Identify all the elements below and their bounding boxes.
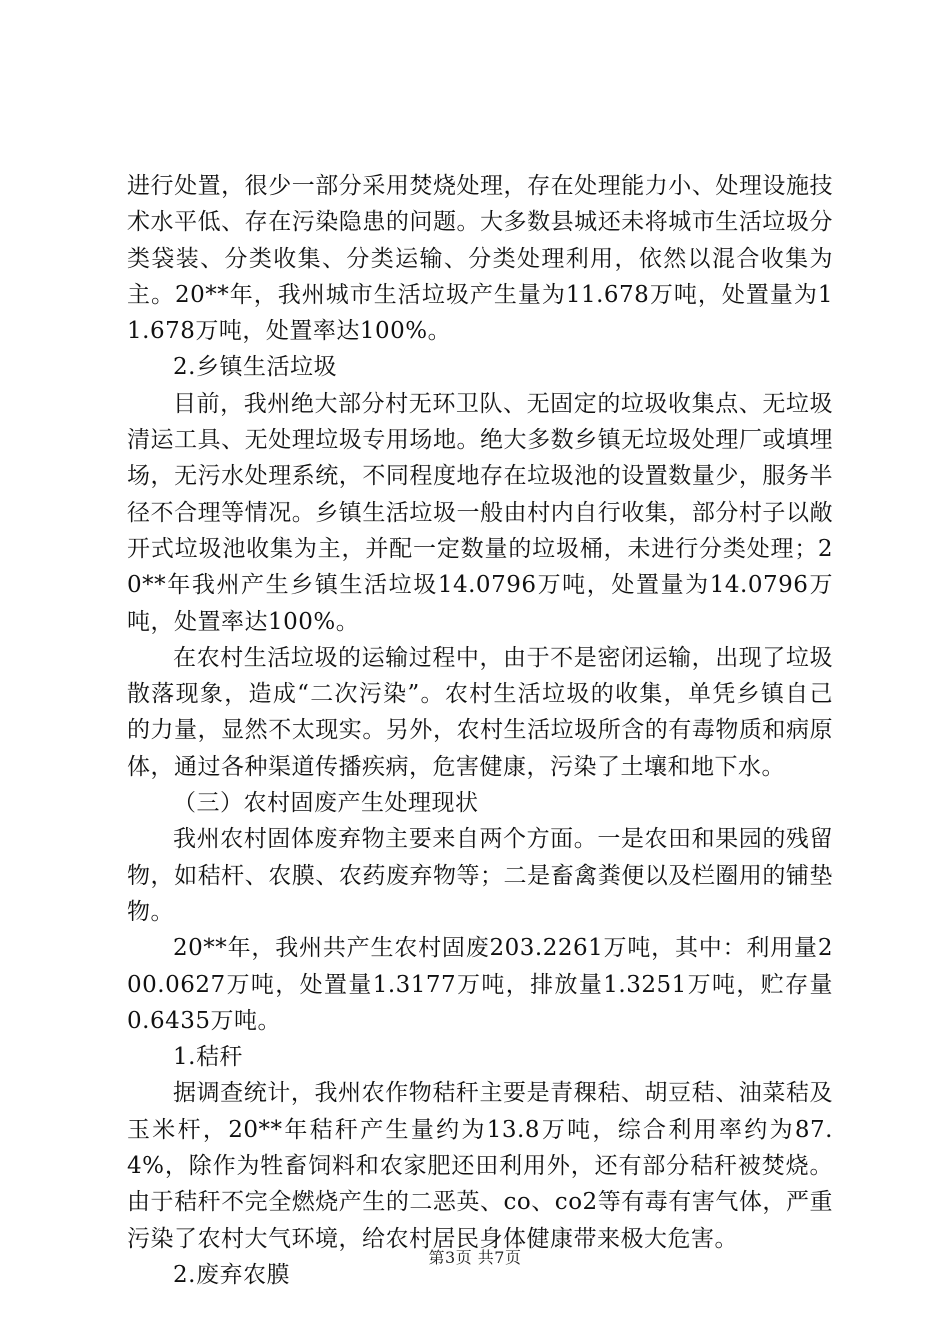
- paragraph-solid-waste-sources: 我州农村固体废弃物主要来自两个方面。一是农田和果园的残留物，如秸杆、农膜、农药废弃物等；二是畜禽粪便以及栏圈用的铺垫物。: [127, 826, 833, 925]
- heading-rural-solid-waste: （三）农村固废产生处理现状: [173, 790, 479, 817]
- paragraph-urban-waste-continued: 进行处置，很少一部分采用焚烧处理，存在处理能力小、处理设施技术水平低、存在污染隐患的问题。大多数县城还未将城市生活垃圾分类袋装、分类收集、分类运输、分类处理利用，依然以混合收集为主。20**年，我州城市生活垃圾产生量为11.678万吨，处置量为11.678万吨，处置率达100%。: [127, 173, 833, 345]
- page-number-footer: 第3页 共7页: [428, 1248, 522, 1267]
- heading-township-waste: 2.乡镇生活垃圾: [173, 354, 337, 381]
- paragraph-solid-waste-stats: 20**年，我州共产生农村固废203.2261万吨，其中：利用量200.0627万吨，处置量1.3177万吨，排放量1.3251万吨，贮存量0.6435万吨。: [127, 935, 833, 1034]
- paragraph-township-waste: 目前，我州绝大部分村无环卫队、无固定的垃圾收集点、无垃圾清运工具、无处理垃圾专用场地。绝大多数乡镇无垃圾处理厂或填埋场，无污水处理系统，不同程度地存在垃圾池的设置数量少，服务半径不合理等情况。乡镇生活垃圾一般由村内自行收集，部分村子以敞开式垃圾池收集为主，并配一定数量的垃圾桶，未进行分类处理；20**年我州产生乡镇生活垃圾14.0796万吨，处置量为14.0796万吨，处置率达100%。: [127, 390, 833, 635]
- document-body: [127, 168, 833, 1293]
- heading-straw: 1.秸秆: [173, 1044, 243, 1071]
- paragraph-waste-transport: 在农村生活垃圾的运输过程中，由于不是密闭运输，出现了垃圾散落现象，造成“二次污染”。农村生活垃圾的收集，单凭乡镇自己的力量，显然不太现实。另外，农村生活垃圾所含的有毒物质和病原体，通过各种渠道传播疾病，危害健康，污染了土壤和地下水。: [127, 644, 833, 780]
- heading-waste-film: 2.废弃农膜: [173, 1261, 290, 1288]
- paragraph-straw: 据调查统计，我州农作物秸秆主要是青稞秸、胡豆秸、油菜秸及玉米杆，20**年秸秆产生量约为13.8万吨，综合利用率约为87.4%，除作为牲畜饲料和农家肥还田利用外，还有部分秸秆被焚烧。由于秸秆不完全燃烧产生的二恶英、co、co2等有毒有害气体，严重污染了农村大气环境，给农村居民身体健康带来极大危害。: [127, 1080, 833, 1252]
